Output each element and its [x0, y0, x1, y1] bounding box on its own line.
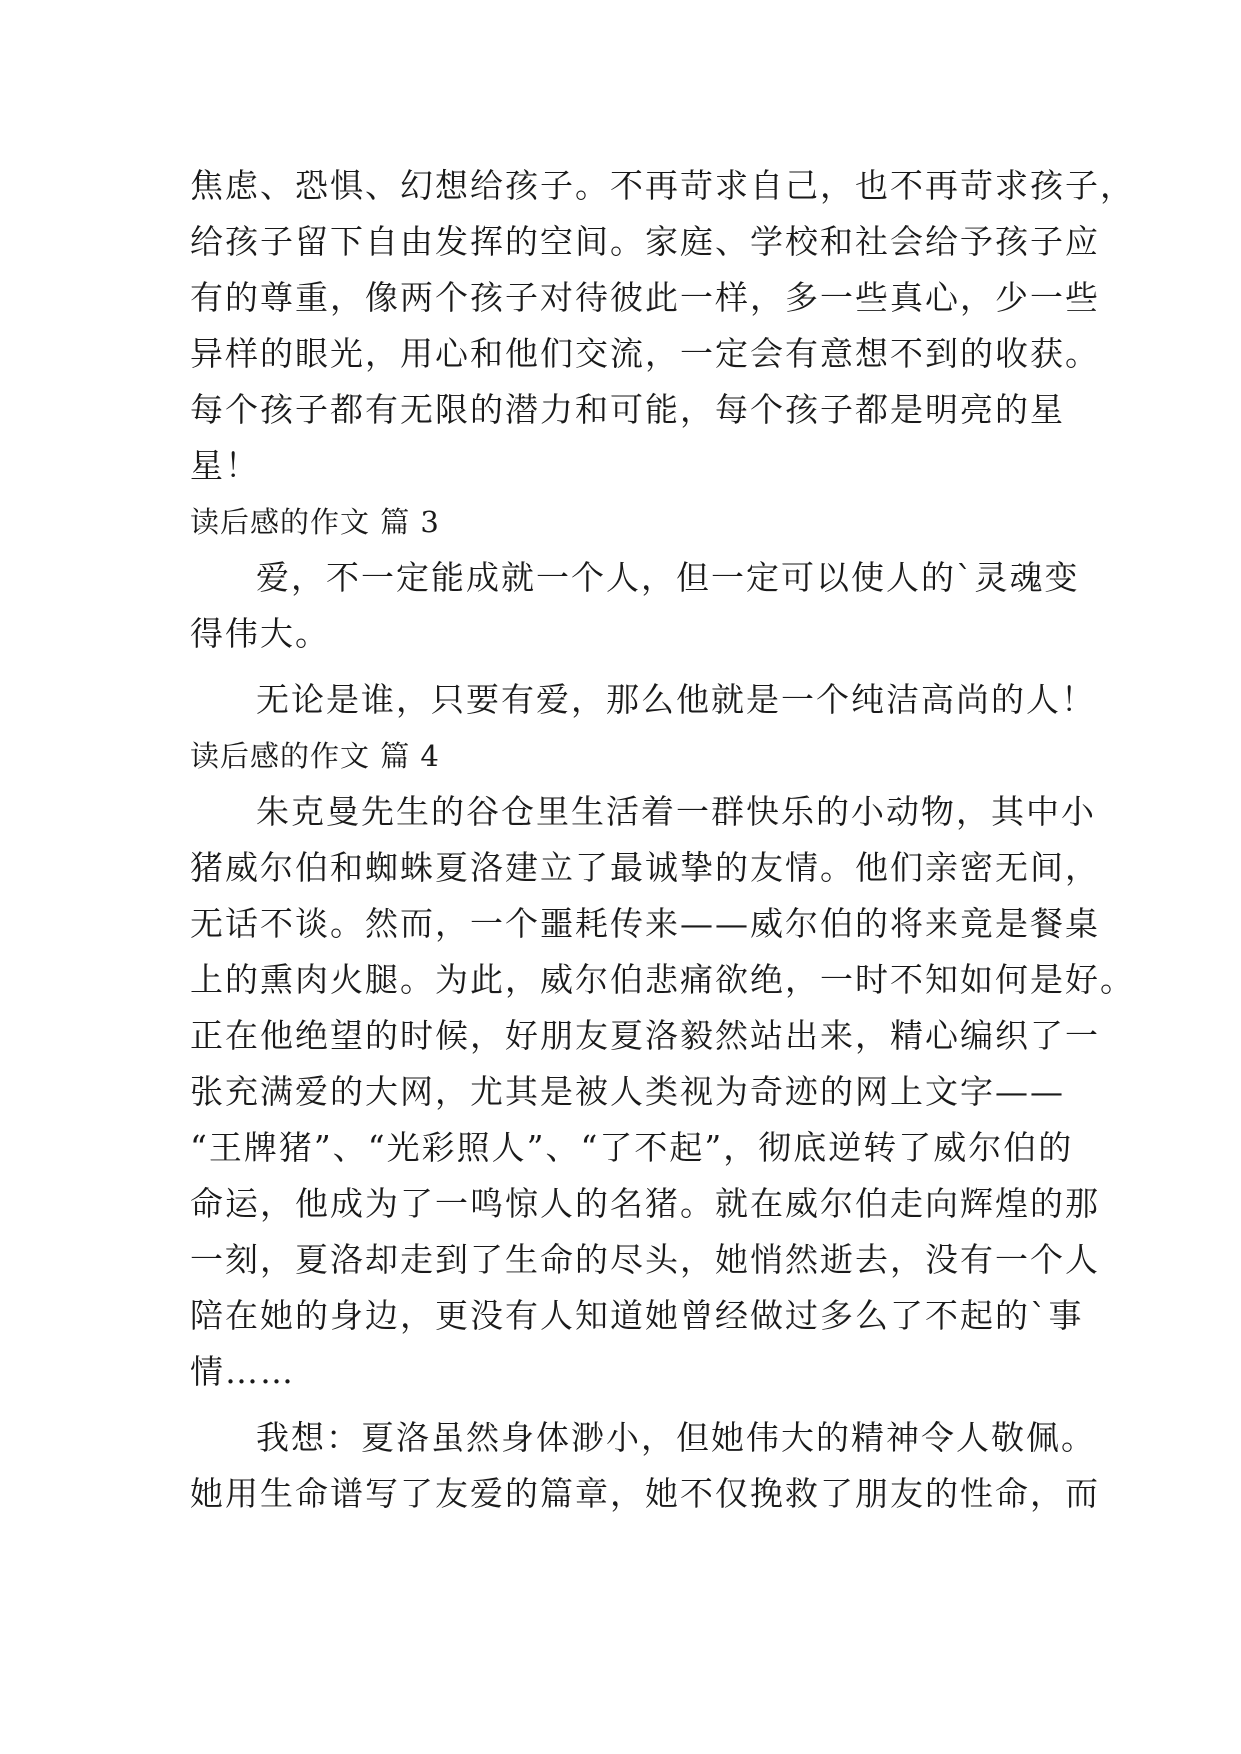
- section-3-paragraph-2: [190, 672, 1096, 728]
- text-line: 得伟大。: [190, 614, 330, 653]
- section-3-paragraph-1: [190, 550, 1080, 662]
- paragraph-continued: [190, 158, 1135, 494]
- text-line: 有的尊重，像两个孩子对待彼此一样，多一些真心，少一些: [190, 278, 1100, 317]
- text-line: 一刻，夏洛却走到了生命的尽头，她悄然逝去，没有一个人: [190, 1240, 1100, 1279]
- text-line: 情……: [190, 1352, 295, 1391]
- text-line: 每个孩子都有无限的潜力和可能，每个孩子都是明亮的星: [190, 390, 1065, 429]
- text-line: 给孩子留下自由发挥的空间。家庭、学校和社会给予孩子应: [190, 222, 1100, 261]
- section-4-paragraph-1: [190, 784, 1135, 1400]
- text-line: 正在他绝望的时候，好朋友夏洛毅然站出来，精心编织了一: [190, 1016, 1100, 1055]
- text-line: 命运，他成为了一鸣惊人的名猪。就在威尔伯走向辉煌的那: [190, 1184, 1100, 1223]
- text-line: 朱克曼先生的谷仓里生活着一群快乐的小动物，其中小: [256, 792, 1096, 831]
- document-page: [190, 158, 1135, 1522]
- text-line: 上的熏肉火腿。为此，威尔伯悲痛欲绝，一时不知如何是好。: [190, 960, 1135, 999]
- text-line: 异样的眼光，用心和他们交流，一定会有意想不到的收获。: [190, 334, 1100, 373]
- text-line: 陪在她的身边，更没有人知道她曾经做过多么了不起的`事: [190, 1296, 1084, 1335]
- text-line: 我想：夏洛虽然身体渺小，但她伟大的精神令人敬佩。: [256, 1418, 1096, 1457]
- text-line: 她用生命谱写了友爱的篇章，她不仅挽救了朋友的性命，而: [190, 1474, 1100, 1513]
- section-4-paragraph-2: [190, 1410, 1100, 1522]
- section-heading-4: 读后感的作文 篇 4: [190, 739, 440, 773]
- text-line: 爱，不一定能成就一个人，但一定可以使人的`灵魂变: [256, 558, 1080, 597]
- text-line: 星！: [190, 446, 260, 485]
- text-line: 无话不谈。然而，一个噩耗传来——威尔伯的将来竟是餐桌: [190, 904, 1100, 943]
- text-line: 无论是谁，只要有爱，那么他就是一个纯洁高尚的人！: [256, 680, 1096, 719]
- section-heading-3: 读后感的作文 篇 3: [190, 505, 440, 539]
- text-line: 张充满爱的大网，尤其是被人类视为奇迹的网上文字——: [190, 1072, 1065, 1111]
- text-line: “王牌猪”、“光彩照人”、“了不起”，彻底逆转了威尔伯的: [190, 1128, 1074, 1167]
- text-line: 猪威尔伯和蜘蛛夏洛建立了最诚挚的友情。他们亲密无间，: [190, 848, 1100, 887]
- text-line: 焦虑、恐惧、幻想给孩子。不再苛求自己，也不再苛求孩子，: [190, 166, 1135, 205]
